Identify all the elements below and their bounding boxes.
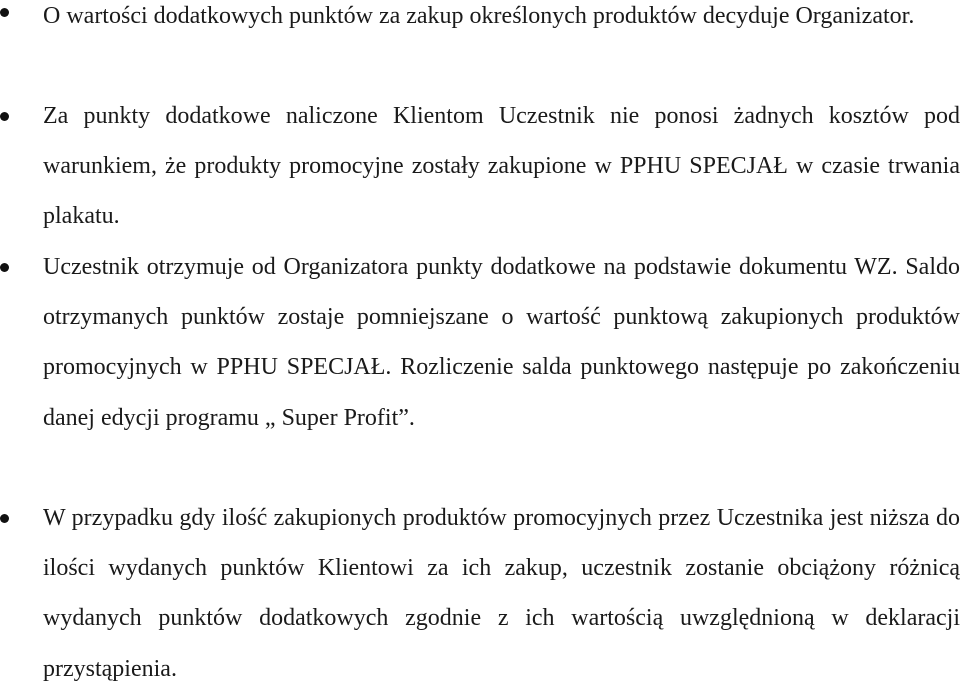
paragraph-text: W przypadku gdy ilość zakupionych produktów promocyjnych przez Uczestnika jest niższa do ilości wydanych punktów Klientowi za ich zakup, uczestnik zostanie obciążony różnicą wydanych punktów dodatkowych zgodnie z ich wartością uwzględnioną w deklaracji przystąpienia.: [43, 505, 960, 682]
paragraph-text: Za punkty dodatkowe naliczone Klientom Uczestnik nie ponosi żadnych kosztów pod warunkiem, że produkty promocyjne zostały zakupione w PPHU SPECJAŁ w czasie trwania plakatu.: [43, 103, 960, 230]
bullet-icon: [0, 514, 9, 523]
bullet-icon: [0, 112, 9, 121]
bullet-icon: [0, 263, 9, 272]
bullet-icon: [0, 8, 9, 17]
paragraph-text: Uczestnik otrzymuje od Organizatora punkty dodatkowe na podstawie dokumentu WZ. Saldo otrzymanych punktów zostaje pomniejszane o wartość punktową zakupionych produktów promocyjnych w PPHU SPECJAŁ. Rozliczenie salda punktowego następuje po zakończeniu danej edycji programu „ Super Profit”.: [43, 254, 960, 431]
paragraph-text: O wartości dodatkowych punktów za zakup określonych produktów decyduje Organizator.: [43, 3, 915, 29]
